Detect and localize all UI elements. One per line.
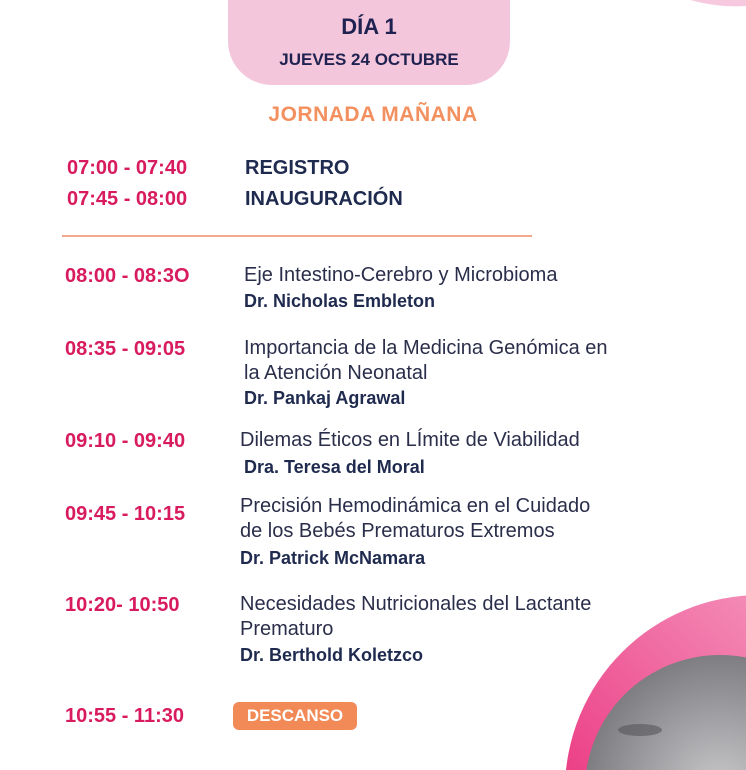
talk-time: 08:35 - 09:05 — [65, 338, 186, 360]
talk-speaker: Dr. Patrick McNamara — [240, 548, 426, 568]
talk-time: 10:20- 10:50 — [65, 594, 180, 616]
break-badge: DESCANSO — [233, 702, 357, 730]
talk-time: 08:00 - 08:3O — [65, 265, 190, 287]
opening-time-inauguracion: 07:45 - 08:00 — [67, 188, 188, 210]
talk-title: Eje Intestino-Cerebro y Microbioma — [244, 264, 558, 286]
talk-speaker: Dr. Nicholas Embleton — [244, 291, 436, 311]
talk-speaker: Dr. Berthold Koletzco — [240, 645, 424, 665]
talk-title-line-2: la Atención Neonatal — [244, 362, 428, 384]
photo-baby-eye — [618, 724, 662, 736]
talk-title: Dilemas Éticos en LÍmite de Viabilidad — [240, 429, 580, 451]
talk-speaker: Dra. Teresa del Moral — [244, 457, 425, 477]
section-divider — [62, 235, 532, 237]
talk-title-line-1: Necesidades Nutricionales del Lactante — [240, 593, 592, 615]
talk-time: 09:10 - 09:40 — [65, 430, 186, 452]
talk-title-line-1: Precisión Hemodinámica en el Cuidado — [240, 495, 591, 517]
break-time: 10:55 - 11:30 — [65, 705, 184, 727]
talk-title-line-2: de los Bebés Prematuros Extremos — [240, 520, 555, 542]
day-date: JUEVES 24 OCTUBRE — [279, 50, 459, 69]
day-title: DÍA 1 — [341, 14, 397, 39]
talk-time: 09:45 - 10:15 — [65, 503, 186, 525]
opening-label-inauguracion: INAUGURACIÓN — [245, 188, 403, 210]
session-title: JORNADA MAÑANA — [268, 103, 478, 126]
opening-time-registro: 07:00 - 07:40 — [67, 157, 188, 179]
pink-corner-top-right — [690, 0, 746, 6]
day-badge — [228, 0, 510, 85]
talk-speaker: Dr. Pankaj Agrawal — [244, 388, 406, 408]
talk-title-line-2: Prematuro — [240, 618, 334, 640]
opening-label-registro: REGISTRO — [245, 157, 350, 179]
talk-title-line-1: Importancia de la Medicina Genómica en — [244, 337, 608, 359]
